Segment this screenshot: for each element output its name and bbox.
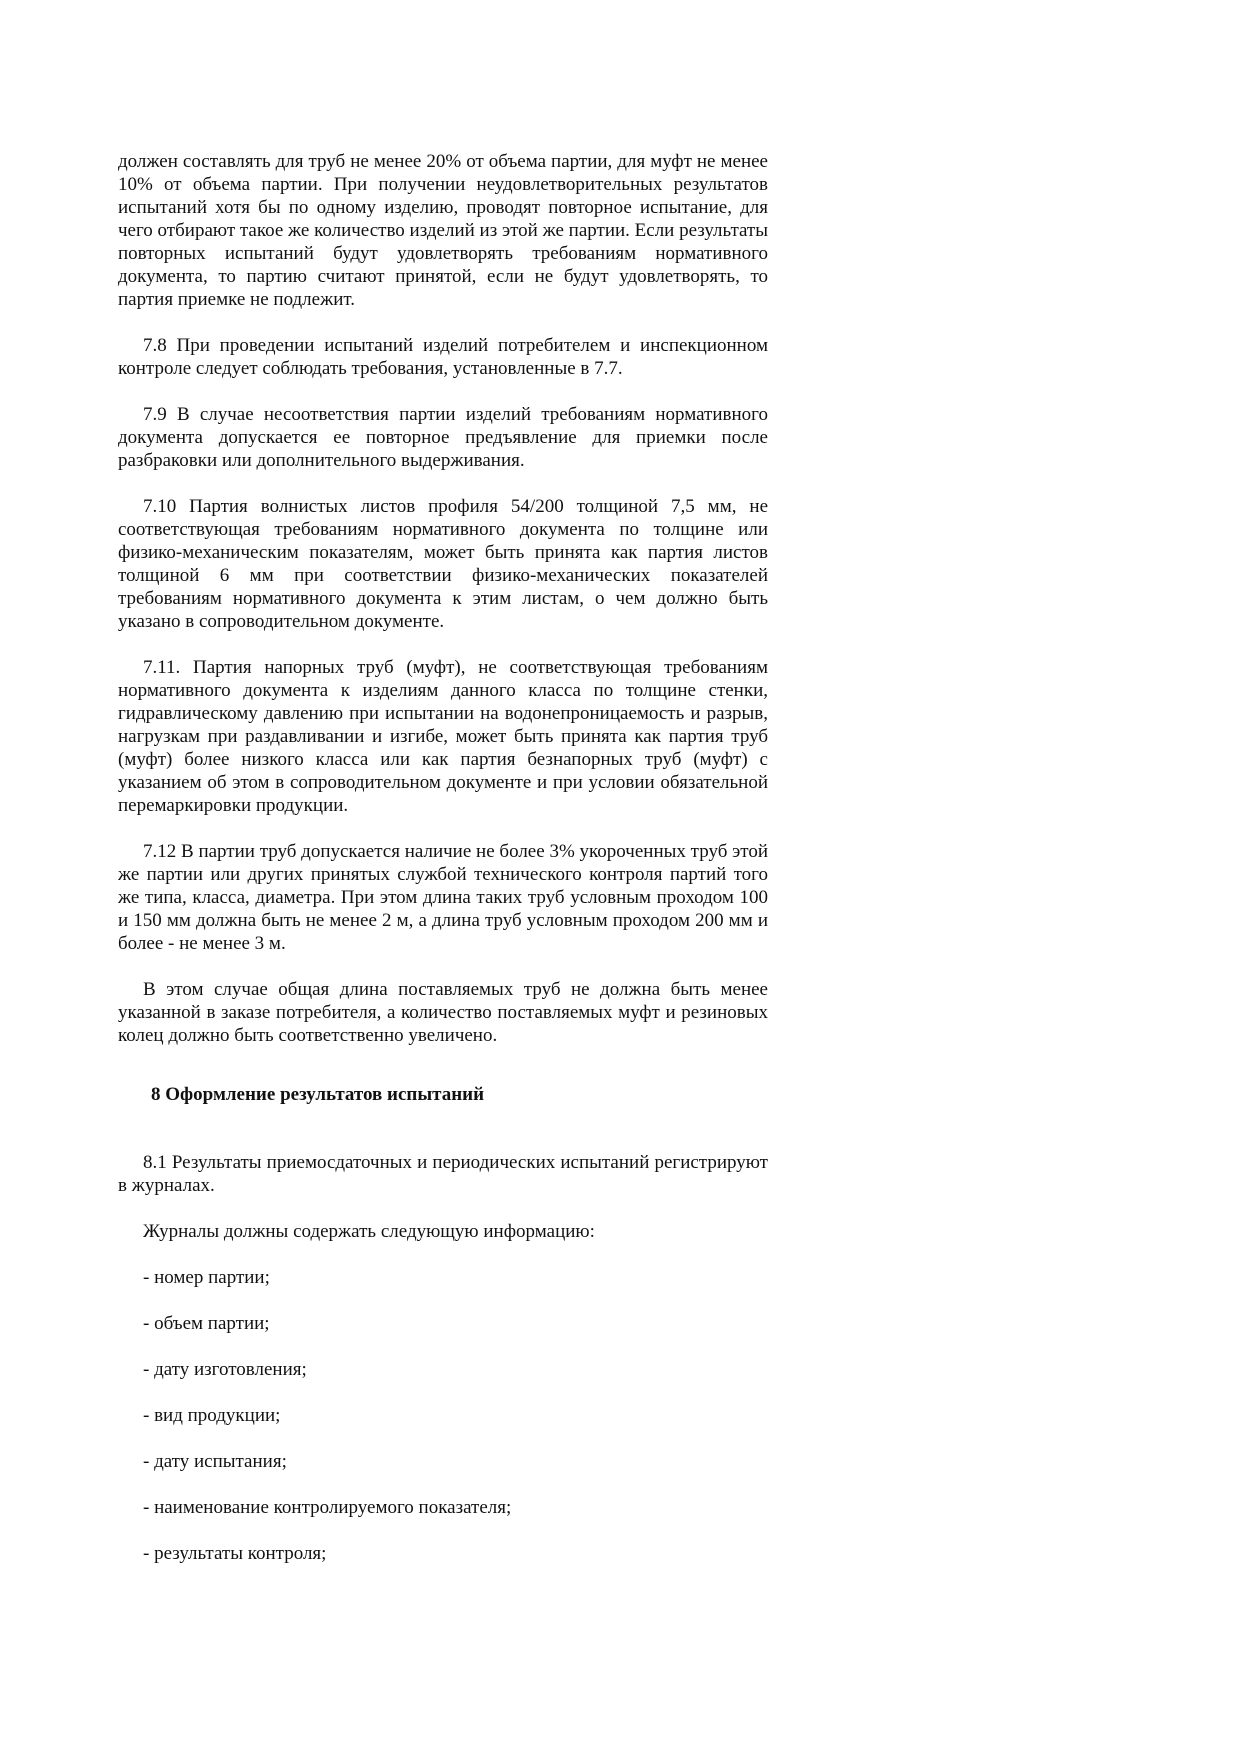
paragraph-continuation: должен составлять для труб не менее 20% от объема партии, для муфт не менее 10% от объема партии. При получении неудовлетворительных результатов испытаний хотя бы по одному изделию, проводят повторное испытание, для чего отбирают такое же количество изделий из этой же партии. Если результаты повторных испытаний будут удовлетворять требованиям нормативного документа, то партию считают принятой, если не будут удовлетворять, то партия приемке не подлежит. — [118, 151, 768, 310]
paragraph-7-9: 7.9 В случае несоответствия партии изделий требованиям нормативного документа допускается ее повторное предъявление для приемки после разбраковки или дополнительного выдерживания. — [118, 404, 768, 471]
section-heading: 8 Оформление результатов испытаний — [151, 1084, 485, 1105]
paragraph-8-1: 8.1 Результаты приемосдаточных и периодических испытаний регистрируют в журналах. — [118, 1152, 768, 1196]
list-item: - дату испытания; — [143, 1451, 287, 1472]
paragraph-7-10: 7.10 Партия волнистых листов профиля 54/200 толщиной 7,5 мм, не соответствующая требованиям нормативного документа по толщине или физико-механическим показателям, может быть принята как партия листов толщиной 6 мм при соответствии физико-механических показателей требованиям нормативного документа к этим листам, о чем должно быть указано в сопроводительном документе. — [118, 496, 768, 632]
list-item: - результаты контроля; — [143, 1543, 327, 1564]
list-item: - вид продукции; — [143, 1405, 281, 1426]
paragraph-7-12: 7.12 В партии труб допускается наличие не более 3% укороченных труб этой же партии или других принятых службой технического контроля партий того же типа, класса, диаметра. При этом длина таких труб условным проходом 100 и 150 мм должна быть не менее 2 м, а длина труб условным проходом 200 мм и более - не менее 3 м. — [118, 841, 768, 954]
list-item: - наименование контролируемого показателя; — [143, 1497, 512, 1518]
paragraph-journal-info: Журналы должны содержать следующую информацию: — [143, 1221, 595, 1242]
journal-info-list — [118, 1266, 768, 1565]
list-item: - дату изготовления; — [143, 1359, 307, 1380]
paragraph-7-8: 7.8 При проведении испытаний изделий потребителем и инспекционном контроле следует соблюдать требования, установленные в 7.7. — [118, 335, 768, 379]
list-item: - номер партии; — [143, 1267, 270, 1288]
list-item: - объем партии; — [143, 1313, 270, 1334]
paragraph-7-11: 7.11. Партия напорных труб (муфт), не соответствующая требованиям нормативного документа к изделиям данного класса по толщине стенки, гидравлическому давлению при испытании на водонепроницаемость и разрыв, нагрузкам при раздавливании и изгибе, может быть принята как партия труб (муфт) более низкого класса или как партия безнапорных труб (муфт) с указанием об этом в сопроводительном документе и при условии обязательной перемаркировки продукции. — [118, 657, 768, 816]
paragraph-total-length: В этом случае общая длина поставляемых труб не должна быть менее указанной в заказе потребителя, а количество поставляемых муфт и резиновых колец должно быть соответственно увеличено. — [118, 979, 768, 1046]
document-page — [118, 150, 768, 1588]
